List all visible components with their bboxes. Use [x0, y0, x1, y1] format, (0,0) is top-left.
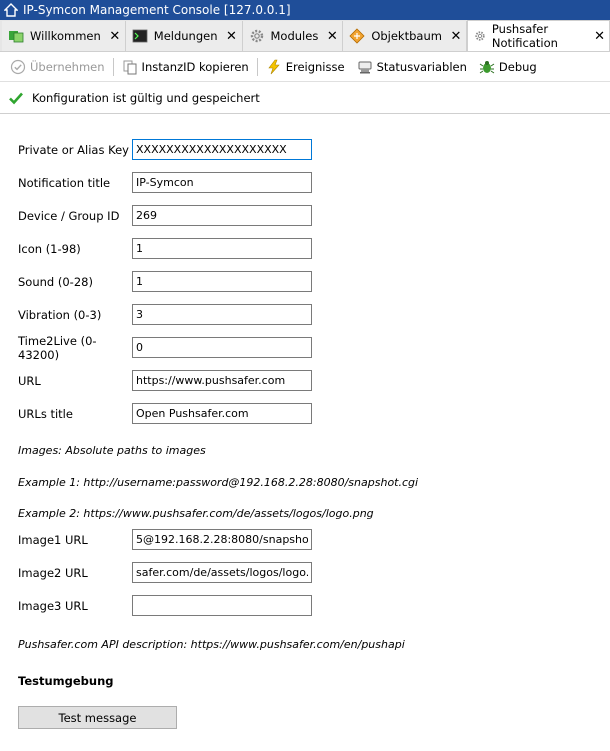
close-icon[interactable]: ✕ [326, 28, 338, 44]
urls-title-input[interactable] [132, 403, 312, 424]
field-label: Time2Live (0-43200) [18, 333, 97, 362]
copy-instance-id-button[interactable] [116, 56, 255, 78]
time2live-input[interactable] [132, 337, 312, 358]
icon-input[interactable] [132, 238, 312, 259]
field-urls-title [18, 403, 312, 424]
field-icon [18, 238, 312, 259]
field-label: Vibration (0-3) [18, 307, 102, 322]
window-title: IP-Symcon Management Console [127.0.0.1] [23, 3, 291, 17]
image2-url-input[interactable] [132, 562, 312, 583]
copy-instance-id-label: InstanzID kopieren [141, 59, 249, 74]
apply-label: Übernehmen [30, 59, 105, 74]
field-label: URLs title [18, 406, 73, 421]
field-label: Device / Group ID [18, 208, 120, 223]
example-1-note: Example 1: http://username:password@192.168.2.28:8080/snapshot.cgi [18, 476, 419, 489]
sound-input[interactable] [132, 271, 312, 292]
tab-label: Meldungen [153, 29, 218, 43]
tab-willkommen[interactable] [2, 21, 126, 51]
toolbar-divider [113, 58, 114, 76]
field-label: Image3 URL [18, 598, 88, 613]
field-image1-url [18, 529, 312, 550]
close-icon[interactable]: ✕ [594, 28, 605, 44]
apply-button[interactable] [4, 56, 111, 78]
vibration-input[interactable] [132, 304, 312, 325]
gear-icon [249, 28, 265, 44]
example-2-note: Example 2: https://www.pushsafer.com/de/assets/logos/logo.png [18, 507, 374, 520]
window-titlebar [0, 0, 610, 20]
close-icon[interactable]: ✕ [450, 28, 462, 44]
field-private-key [18, 139, 312, 160]
status-message: Konfiguration ist gültig und gespeichert [32, 90, 260, 105]
field-time2live [18, 333, 312, 362]
toolbar [0, 52, 610, 82]
close-icon[interactable]: ✕ [109, 28, 121, 44]
tab-pushsafer-notification[interactable] [467, 20, 610, 51]
field-url [18, 370, 312, 391]
tab-label: Modules [270, 29, 319, 43]
test-section-heading: Testumgebung [18, 674, 114, 688]
toolbar-divider [257, 58, 258, 76]
lightning-icon [266, 59, 282, 75]
check-icon [8, 90, 24, 106]
images-note: Images: Absolute paths to images [18, 444, 206, 457]
status-variables-label: Statusvariablen [376, 59, 467, 74]
tab-bar [0, 20, 610, 52]
debug-button[interactable] [473, 56, 543, 78]
copy-icon [122, 59, 138, 75]
debug-label: Debug [498, 59, 537, 74]
status-variables-button[interactable] [351, 56, 473, 78]
field-vibration [18, 304, 312, 325]
tab-label: Willkommen [30, 29, 101, 43]
field-image2-url [18, 562, 312, 583]
field-label: Image1 URL [18, 532, 88, 547]
field-label: URL [18, 373, 41, 388]
tab-objektbaum[interactable] [343, 21, 467, 51]
field-image3-url [18, 595, 312, 616]
status-bar [0, 82, 610, 114]
test-message-button[interactable]: Test message [18, 706, 177, 729]
field-sound [18, 271, 312, 292]
image1-url-input[interactable] [132, 529, 312, 550]
events-button[interactable] [260, 56, 351, 78]
apply-check-icon [10, 59, 26, 75]
close-icon[interactable]: ✕ [226, 28, 237, 44]
field-device-group-id [18, 205, 312, 226]
private-key-input[interactable] [132, 139, 312, 160]
field-label: Sound (0-28) [18, 274, 93, 289]
tab-modules[interactable] [243, 21, 344, 51]
field-label: Notification title [18, 175, 111, 190]
field-label: Icon (1-98) [18, 241, 81, 256]
gear-icon [474, 28, 486, 44]
field-notification-title [18, 172, 312, 193]
tab-label: Objektbaum [371, 29, 442, 43]
status-variables-icon [357, 59, 373, 75]
bug-icon [479, 59, 495, 75]
app-home-icon [4, 3, 18, 17]
terminal-icon [132, 28, 148, 44]
field-label: Image2 URL [18, 565, 88, 580]
welcome-icon [8, 28, 24, 44]
field-label: Private or Alias Key [18, 142, 129, 157]
device-group-id-input[interactable] [132, 205, 312, 226]
tab-label: Pushsafer Notification [491, 22, 558, 50]
object-tree-icon [349, 28, 365, 44]
image3-url-input[interactable] [132, 595, 312, 616]
tab-meldungen[interactable] [126, 21, 243, 51]
api-description-note: Pushsafer.com API description: https://www.pushsafer.com/en/pushapi [18, 638, 405, 651]
events-label: Ereignisse [285, 59, 345, 74]
notification-title-input[interactable] [132, 172, 312, 193]
url-input[interactable] [132, 370, 312, 391]
